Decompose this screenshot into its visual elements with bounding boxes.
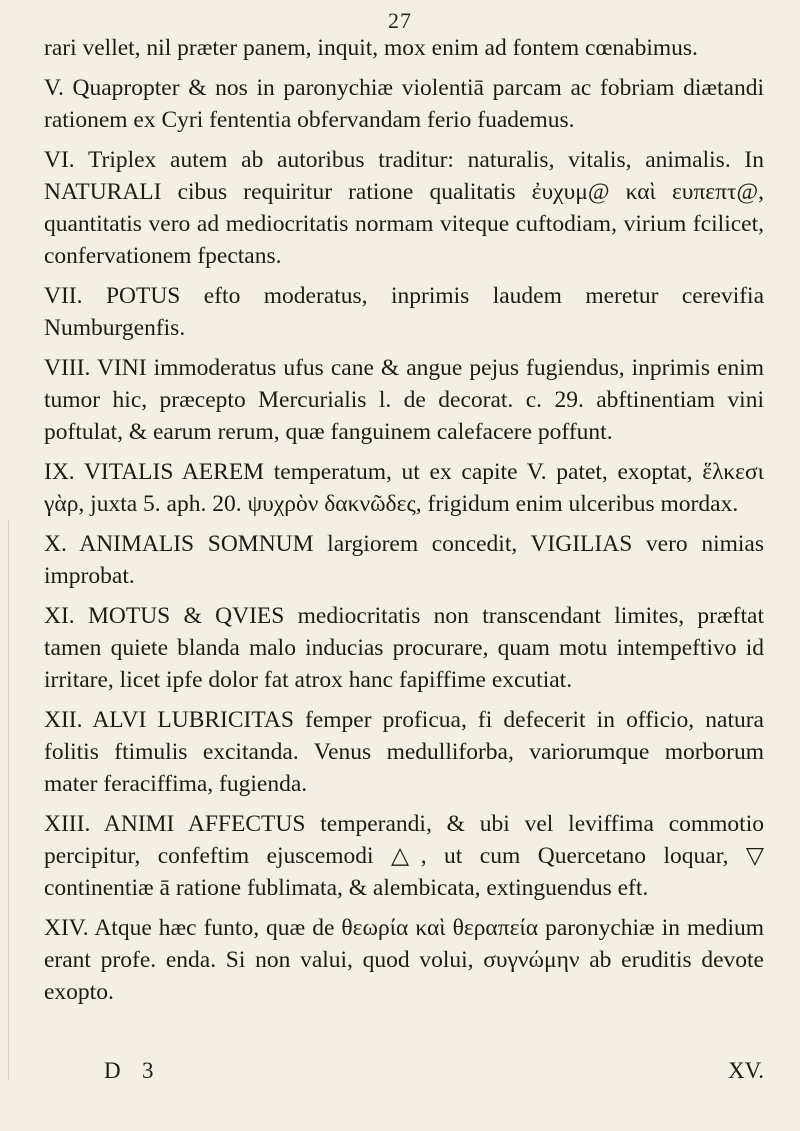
paragraph-numeral: XII. <box>44 707 83 733</box>
paragraph-numeral: V. <box>44 75 64 101</box>
body-text <box>44 32 764 1008</box>
paragraph-xii <box>44 704 764 800</box>
paragraph-vii <box>44 280 764 344</box>
signature-letter: D <box>104 1058 121 1083</box>
paragraph-vi <box>44 144 764 272</box>
paragraph-x <box>44 528 764 592</box>
paragraph-v <box>44 72 764 136</box>
paragraph-text: MOTUS & QVIES mediocritatis non transcendant limites, prӕftat tamen quiete blanda malo inducias procurare, quam motu intempeftivo id irritare, licet ipfe dolor fat atrox hanc fapiffime excutiat. <box>44 603 764 693</box>
paragraph-text: rari vellet, nil prӕter panem, inquit, mox enim ad fontem cœnabimus. <box>44 35 698 61</box>
paragraph-numeral: IX. <box>44 459 75 485</box>
paragraph-numeral: X. <box>44 531 67 557</box>
paragraph-text: ANIMALIS SOMNUM largiorem concedit, VIGILIAS vero nimias improbat. <box>44 531 764 589</box>
paragraph-viii <box>44 352 764 448</box>
paragraph-numeral: XIV. <box>44 915 89 941</box>
sheet-number: 3 <box>142 1058 154 1083</box>
paragraph-xiii <box>44 808 764 904</box>
paragraph-numeral: VI. <box>44 147 75 173</box>
paragraph-text: Atque hӕc funto, quӕ de θεωρία καὶ θεραπεία paronychiӕ in medium erant profe. enda. Si non valui, quod volui, συγνώμην ab eruditis devote exopto. <box>44 915 764 1005</box>
page-footer <box>44 1058 764 1088</box>
paragraph-ix <box>44 456 764 520</box>
paragraph-text: VITALIS AEREM temperatum, ut ex capite V. patet, exoptat, ἕλκεσι γὰρ, juxta 5. aph. 20. ψυχρὸν δακνῶδες, frigidum enim ulceribus mordax. <box>44 459 764 517</box>
paragraph-text: ALVI LUBRICITAS femper proficua, fi defecerit in officio, natura folitis ftimulis excitanda. Venus medulliforba, variorumque morborum mater feraciffima, fugienda. <box>44 707 764 797</box>
paragraph-text: ANIMI AFFECTUS temperandi, & ubi vel leviffima commotio percipitur, confeftim ejuscemodi △, ut cum Quercetano loquar, ▽ continentiӕ ā ratione fublimata, & alembicata, extinguendus eft. <box>44 811 764 901</box>
catchword: XV. <box>727 1058 764 1083</box>
paragraph-text: Quapropter & nos in paronychiӕ violentiā parcam ac fobriam diӕtandi rationem ex Cyri fententia obfervandam ferio fuademus. <box>44 75 765 133</box>
paragraph-xiv <box>44 912 764 1008</box>
paragraph-continuation <box>44 32 764 64</box>
paragraph-xi <box>44 600 764 696</box>
page-number: 27 <box>388 8 412 33</box>
paragraph-numeral: VIII. <box>44 355 91 381</box>
paragraph-text: Triplex autem ab autoribus traditur: naturalis, vitalis, animalis. In NATURALI cibus requiritur ratione qualitatis ἐυχυμ@ καὶ ευπεπτ@, quantitatis vero ad mediocritatis normam viteque cuftodiam, virium fcilicet, confervationem fpectans. <box>44 147 764 269</box>
paragraph-numeral: XI. <box>44 603 75 629</box>
paragraph-text: VINI immoderatus ufus cane & angue pejus fugiendus, inprimis enim tumor hic, prӕcepto Mercurialis l. de decorat. c. 29. abftinentiam vini poftulat, & earum rerum, quӕ fanguinem calefacere poffunt. <box>44 355 764 445</box>
paragraph-numeral: XIII. <box>44 811 91 837</box>
paragraph-text: POTUS efto moderatus, inprimis laudem meretur cerevifia Numburgenfis. <box>44 283 765 341</box>
paragraph-numeral: VII. <box>44 283 83 309</box>
page-margin-rule <box>8 520 9 1080</box>
